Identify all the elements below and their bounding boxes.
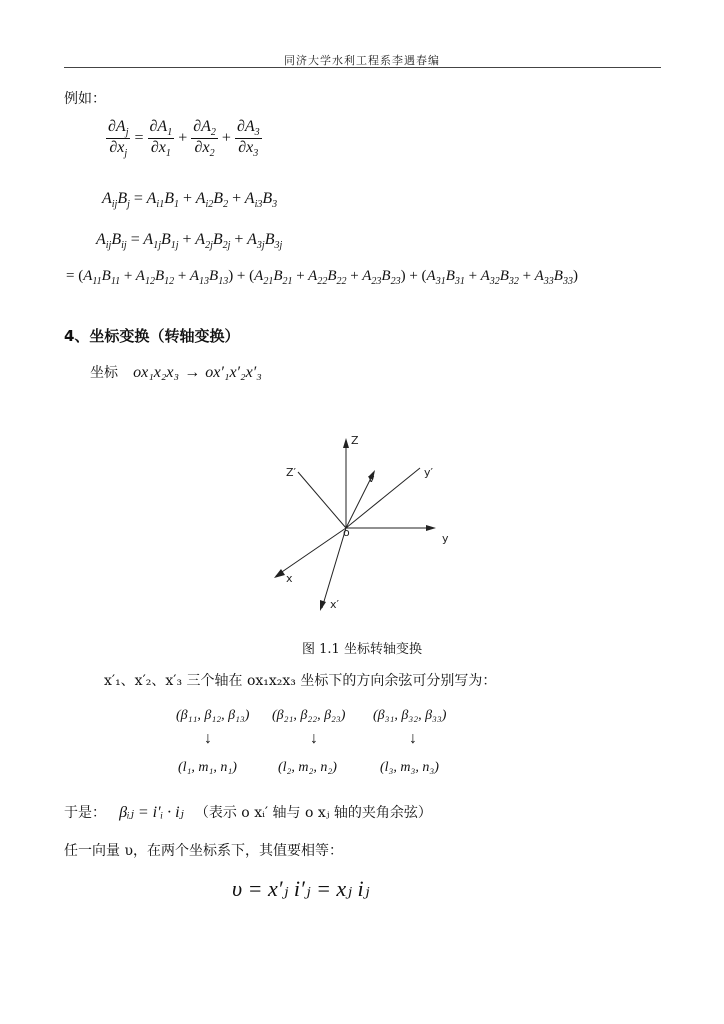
label-x: x <box>286 572 293 585</box>
zp-axis <box>298 472 346 528</box>
xp-arrowhead <box>320 600 326 611</box>
coord-from: ox₁x₂x₃ <box>133 364 180 381</box>
final-equation: υ = x′ⱼ i′ⱼ = xⱼ iⱼ <box>232 876 370 901</box>
label-v: v <box>368 472 375 485</box>
equation-sum-j: $A_{ij}B_j = A_{i1}B_1 + A_{i2}B_2 + A_{i3}B_3$ <box>102 190 278 211</box>
figure-caption: 图 1.1 坐标转轴变换 <box>302 642 422 657</box>
xp-axis <box>322 528 346 608</box>
label-zp: Z′ <box>286 466 297 479</box>
down-arrow-3: ↓ <box>409 730 417 747</box>
equation-expanded: = $(A_{11}B_{11} + A_{12}B_{12} + A_{13}B_{13}) + (A_{21}B_{21} + A_{22}B_{22} + A_{23}B_{23}) + (A_{31}B_{31} + A_{32}B_{32} + A_{33}B_{33})$ <box>66 268 578 287</box>
cosine-result-3: (l₃, m₃, n₃) <box>380 760 439 775</box>
label-z: Z <box>351 434 359 447</box>
label-yp: y′ <box>424 466 434 479</box>
cosine-group-3: (β₃₁, β₃₂, β₃₃) <box>373 708 447 723</box>
equation-sum-ij: $A_{ij}B_{ij} = A_{1j}B_{1j} + A_{2j}B_{2j} + A_{3j}B_{3j}$ <box>96 231 283 252</box>
header-divider <box>64 67 661 68</box>
down-arrow-1: ↓ <box>204 730 212 747</box>
conclusion-prefix: 于是： <box>64 805 106 821</box>
cosine-group-2: (β₂₁, β₂₂, β₂₃) <box>272 708 346 723</box>
equation-divergence: $\frac{\partial A_j}{\partial x_j}$ = $\frac{\partial A_1}{\partial x_1}$ + $\frac{\partial A_2}{\partial x_2}$ + $\frac{\partial A_3}{\partial x_3}$ <box>108 118 260 160</box>
x-axis <box>276 528 346 576</box>
cosine-result-1: (l₁, m₁, n₁) <box>178 760 237 775</box>
down-arrow-2: ↓ <box>310 730 318 747</box>
label-y: y <box>442 532 449 545</box>
cosine-group-1: (β₁₁, β₁₂, β₁₃) <box>176 708 250 723</box>
coord-arrow: → <box>184 364 201 381</box>
label-o: o <box>343 526 350 539</box>
conclusion-note: （表示 o xᵢ′ 轴与 o xⱼ 轴的夹角余弦） <box>194 805 432 821</box>
coord-line <box>90 362 262 382</box>
yp-axis <box>346 468 420 528</box>
page-header: 同济大学水利工程系李遇春编 <box>284 54 440 67</box>
cosine-result-2: (l₂, m₂, n₂) <box>278 760 337 775</box>
section-title: 4、坐标变换（转轴变换） <box>64 327 240 345</box>
x-arrowhead <box>274 569 285 578</box>
y-arrowhead <box>426 525 436 531</box>
z-arrowhead <box>343 438 349 448</box>
coord-to: ox′₁x′₂x′₃ <box>205 364 262 381</box>
coord-label: 坐标 <box>90 365 118 381</box>
cosine-sentence: x′₁、x′₂、x′₃ 三个轴在 ox₁x₂x₃ 坐标下的方向余弦可分别写为： <box>104 673 497 689</box>
vector-sentence: 任一向量 υ，在两个坐标系下，其值要相等： <box>64 843 343 859</box>
label-xp: x′ <box>330 598 340 611</box>
intro-label: 例如： <box>64 91 106 107</box>
rotation-figure <box>260 430 480 620</box>
conclusion-formula: βᵢⱼ = i′ᵢ · iⱼ <box>119 804 184 821</box>
conclusion-line <box>64 802 432 822</box>
